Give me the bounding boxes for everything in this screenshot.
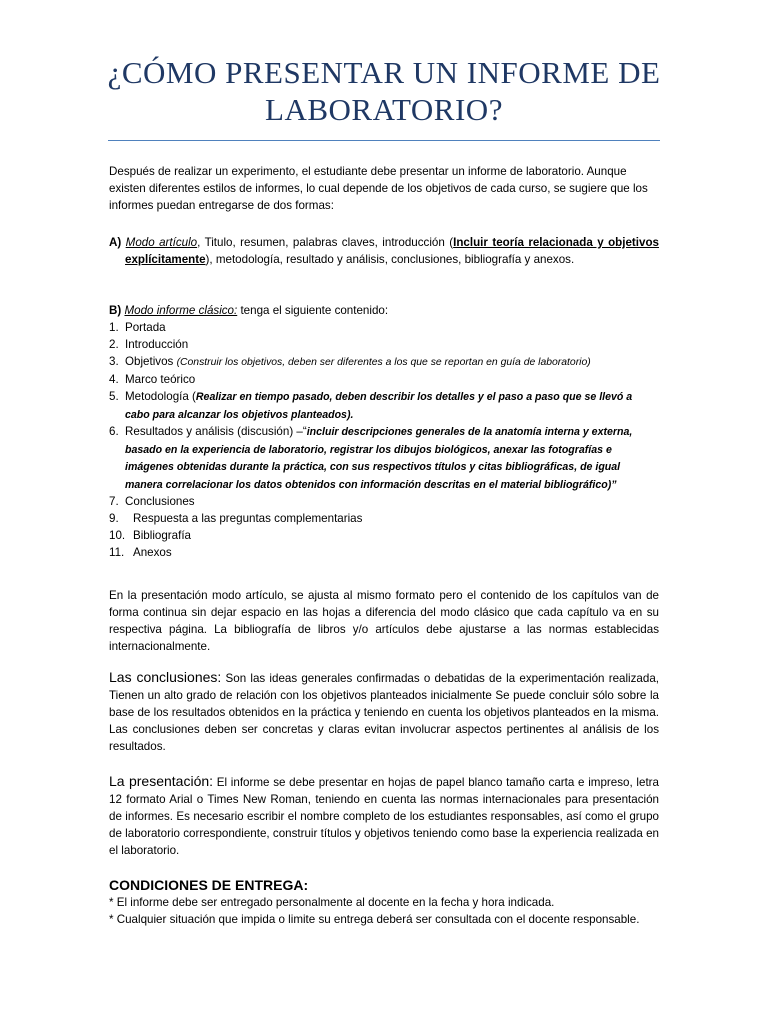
intro-paragraph: Después de realizar un experimento, el estudiante debe presentar un informe de laboratorio. Aunque existen diferentes estilos de informes, lo cual depende de los objetivos de cada curso, se sugiere que los informes puedan entregarse de dos formas: [109,165,648,212]
section-a-emphasis-2: explícitamente [125,253,206,266]
section-b-list [109,319,659,561]
list-item [109,544,659,561]
list-item-text: Resultados y análisis (discusión) –“ [125,425,307,438]
presentacion-text: El informe se debe presentar en hojas de papel blanco tamaño carta e impreso, letra 12 formato Arial o Times New Roman, teniendo en cuenta las normas internacionales para presentación de informes. Es necesario escribir el nombre completo de los estudiantes responsables, así como el grupo de laboratorio correspondiente, construir títulos y objetivos teniendo como base la experiencia realizada en el laboratorio. [109,776,659,857]
list-item-text: Bibliografía [133,529,192,542]
list-item-number: 7. [109,495,119,508]
condiciones-heading: CONDICIONES DE ENTREGA: [109,877,309,893]
list-item-number: 1. [109,321,119,334]
list-item [109,527,659,544]
articulo-section [109,587,659,655]
list-item-number: 3. [109,355,119,368]
page-title: ¿CÓMO PRESENTAR UN INFORME DE LABORATORIO? [107,55,661,127]
condiciones-item: * Cualquier situación que impida o limite su entrega deberá ser consultada con el docente responsable. [109,913,640,926]
intro-section [109,163,659,214]
section-b [109,302,659,561]
section-a-text-2: ), metodología, resultado y análisis, conclusiones, bibliografía y anexos. [205,253,575,266]
list-item-number: 10. [109,529,126,542]
list-item [109,353,659,371]
section-a-text-1: , Titulo, resumen, palabras claves, introducción ( [197,236,454,249]
list-item-number: 6. [109,425,119,438]
presentacion-paragraph [109,773,659,859]
conclusiones-heading: Las conclusiones: [109,669,222,685]
list-item [109,423,659,493]
list-item-text: Anexos [133,546,172,559]
list-item-text: Marco teórico [125,373,196,386]
condiciones-section [109,876,659,928]
list-item-number: 9. [109,512,119,525]
articulo-paragraph: En la presentación modo artículo, se ajusta al mismo formato pero el contenido de los capítulos van de forma continua sin dejar espacio en las hojas a diferencia del modo clásico que cada capítulo va en su respectiva página. La bibliografía de libros y/o artículos debe ajustarse a las normas establecidas internacionalmente. [109,589,659,653]
list-item-text: Respuesta a las preguntas complementarias [133,512,363,525]
list-item-text: Objetivos [125,355,177,368]
list-item-text: Metodología ( [125,390,196,403]
conclusiones-text: Son las ideas generales confirmadas o debatidas de la experimentación realizada, Tienen un alto grado de relación con los objetivos planteados inicialmente Se puede concluir sólo sobre la base de los resultados obtenidos en la práctica y teniendo en cuenta los objetivos planteados en la misma. Las conclusiones deben ser concretas y claras evitan involucrar aspectos pertinentes al análisis de los resultados. [109,672,659,753]
section-b-heading [109,302,659,319]
list-item-text: Introducción [125,338,189,351]
list-item-number: 2. [109,338,119,351]
list-item [109,510,659,527]
section-a-emphasis-1: Incluir teoría relacionada y objetivos [453,236,659,249]
presentacion-section [109,773,659,859]
section-a [109,234,659,268]
list-item [109,319,659,336]
section-b-label: B) [109,304,122,317]
list-item-text: Conclusiones [125,495,195,508]
list-item-note: Realizar en tiempo pasado, deben describir los detalles y el paso a paso que se llevó a cabo para alcanzar los objetivos planteados). [125,391,633,421]
list-item [109,388,659,423]
section-a-paragraph [109,234,659,268]
list-item-note: incluir descripciones generales de la anatomía interna y externa, basado en la experiencia de laboratorio, registrar los dibujos biológicos, anexar las fotografías e imágenes obtenidas durante la práctica, con sus respectivos títulos y citas bibliográficas, de igual manera correlacionar los datos obtenidos con información descritas en el material bibliográfico)” [125,426,633,491]
list-item-text: Portada [125,321,166,334]
section-b-mode: Modo informe clásico: [124,304,238,317]
list-item [109,493,659,510]
list-item-number: 11. [109,546,125,559]
list-item-number: 4. [109,373,119,386]
conclusiones-section [109,669,659,755]
list-item [109,371,659,388]
section-a-mode: Modo artículo [125,236,198,249]
section-b-text: tenga el siguiente contenido: [237,304,389,317]
presentacion-heading: La presentación: [109,773,214,789]
section-a-label: A) [109,236,122,249]
list-item-number: 5. [109,390,119,403]
list-item [109,336,659,353]
conclusiones-paragraph [109,669,659,755]
list-item-note: (Construir los objetivos, deben ser diferentes a los que se reportan en guía de laboratorio) [176,357,591,368]
title-divider [108,140,660,141]
condiciones-item: * El informe debe ser entregado personalmente al docente en la fecha y hora indicada. [109,896,555,909]
